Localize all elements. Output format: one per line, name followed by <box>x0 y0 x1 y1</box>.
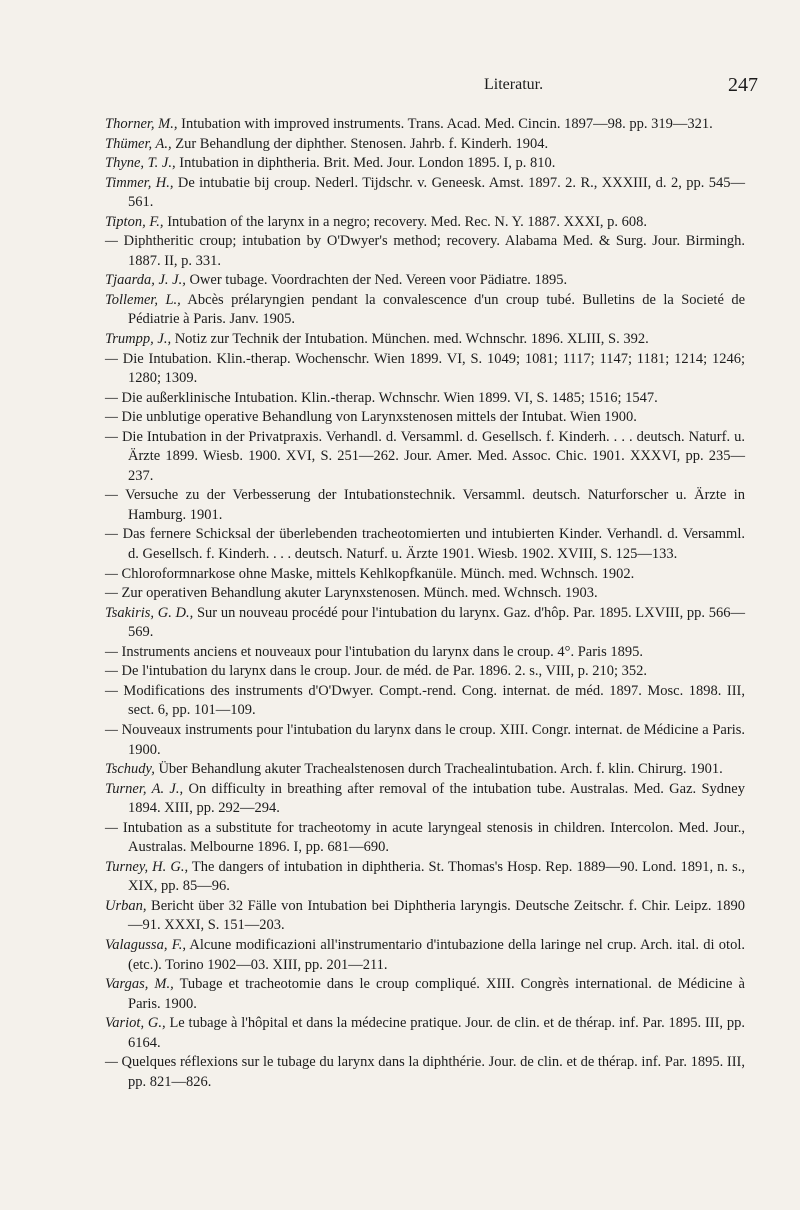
bibliography-entry <box>105 271 745 291</box>
entry-author: — <box>105 643 118 660</box>
entry-text: Das fernere Schicksal der überlebenden tracheotomierten und intubierten Kinder. Verhandl. d. Versamml. d. Gesellsch. f. Kinderh. . . . deutsch. Naturf. u. Ärzte 1901. Wiesb. 1902. XVIII, S. 125—133. <box>117 526 745 563</box>
entry-text: Über Behandlung akuter Trachealstenosen durch Trachealintubation. Arch. f. klin. Chirurg. 1901. <box>154 761 723 778</box>
running-head: Literatur. <box>484 76 544 93</box>
entry-text: Alcune modificazioni all'instrumentario d'intubazione della laringe nel crup. Arch. ital. di otol. (etc.). Torino 1902—03. XIII, pp. 201—211. <box>128 936 745 973</box>
entry-text: Sur un nouveau procédé pour l'intubation du larynx. Gaz. d'hôp. Par. 1895. LXVIII, pp. 566—569. <box>128 604 745 641</box>
entry-author: Turner, A. J., <box>105 780 184 797</box>
bibliography-entry <box>105 428 745 487</box>
entry-author: Tollemer, L., <box>105 291 181 308</box>
bibliography-entry <box>105 584 745 604</box>
page-header <box>0 76 800 98</box>
entry-author: — <box>105 409 118 426</box>
entry-author: Timmer, H., <box>105 174 174 191</box>
bibliography-entry <box>105 643 745 663</box>
entry-text: On difficulty in breathing after removal of the intubation tube. Australas. Med. Gaz. Sydney 1894. XIII, pp. 292—294. <box>128 780 745 817</box>
entry-text: Intubation of the larynx in a negro; recovery. Med. Rec. N. Y. 1887. XXXI, p. 608. <box>163 213 648 230</box>
bibliography-entry <box>105 682 745 721</box>
entry-author: — <box>105 663 118 680</box>
bibliography-entry <box>105 819 745 858</box>
entry-text: Ower tubage. Voordrachten der Ned. Vereen voor Pädiatre. 1895. <box>185 272 568 289</box>
bibliography-entry <box>105 115 745 135</box>
bibliography-entry <box>105 936 745 975</box>
entry-author: — <box>105 565 118 582</box>
entry-text: Tubage et tracheotomie dans le croup compliqué. XIII. Congrès international. de Médicine à Paris. 1900. <box>128 976 745 1012</box>
entry-text: De intubatie bij croup. Nederl. Tijdschr. v. Geneesk. Amst. 1897. 2. R., XXXIII, d. 2, pp. 545—561. <box>128 174 745 211</box>
entry-text: Die unblutige operative Behandlung von Larynxstenosen mittels der Intubat. Wien 1900. <box>117 409 637 426</box>
entry-author: — <box>105 585 118 602</box>
entry-text: Versuche zu der Verbesserung der Intubationstechnik. Versamml. deutsch. Naturforscher u. Ärzte in Hamburg. 1901. <box>117 487 745 523</box>
bibliography-entry <box>105 330 745 350</box>
entry-author: Tsakiris, G. D., <box>105 604 194 621</box>
bibliography-entry <box>105 604 745 643</box>
bibliography-entry <box>105 232 745 271</box>
entry-author: Turney, H. G., <box>105 858 189 875</box>
entry-author: — <box>105 487 118 504</box>
entry-text: Intubation with improved instruments. Trans. Acad. Med. Cincin. 1897—98. pp. 319—321. <box>177 116 713 132</box>
entry-text: Die Intubation in der Privatpraxis. Verhandl. d. Versamml. d. Gesellsch. f. Kinderh. . . . deutsch. Naturf. u. Ärzte 1899. Wiesb. 1900. XVI, S. 251—262. Jour. Amer. Med. Assoc. Chic. 1901. XXXVI, pp. 235—237. <box>117 428 745 484</box>
entry-author: — <box>105 233 118 250</box>
entry-text: Notiz zur Technik der Intubation. München. med. Wchnschr. 1896. XLIII, S. 392. <box>171 331 649 348</box>
entry-text: Die Intubation. Klin.-therap. Wochenschr. Wien 1899. VI, S. 1049; 1081; 1117; 1147; 1181; 1214; 1246; 1280; 1309. <box>117 350 745 387</box>
entry-author: Tipton, F., <box>105 213 164 230</box>
entry-author: Urban, <box>105 897 147 914</box>
bibliography-entry <box>105 897 745 936</box>
entry-text: Intubation as a substitute for tracheotomy in acute laryngeal stenosis in children. Intercolon. Med. Jour., Australas. Melbourne 1896. I, pp. 681—690. <box>117 819 745 856</box>
bibliography-entry <box>105 213 745 233</box>
bibliography-entry <box>105 721 745 760</box>
bibliography-entry <box>105 389 745 409</box>
page-number: 247 <box>728 74 758 96</box>
entry-author: Tschudy, <box>105 761 155 778</box>
entry-author: — <box>105 1054 118 1071</box>
entry-author: Thorner, M., <box>105 116 178 132</box>
entry-text: Instruments anciens et nouveaux pour l'intubation du larynx dans le croup. 4°. Paris 1895. <box>117 643 643 660</box>
bibliography-entry <box>105 135 745 155</box>
bibliography-entry <box>105 565 745 585</box>
entry-author: Variot, G., <box>105 1015 166 1032</box>
entry-text: Modifications des instruments d'O'Dwyer. Compt.-rend. Cong. internat. de méd. 1897. Mosc. 1898. III, sect. 6, pp. 101—109. <box>117 682 745 719</box>
entry-text: Chloroformnarkose ohne Maske, mittels Kehlkopfkanüle. Münch. med. Wchnsch. 1902. <box>117 565 635 582</box>
entry-author: Valagussa, F., <box>105 936 186 953</box>
bibliography-entry <box>105 174 745 213</box>
entry-text: The dangers of intubation in diphtheria. St. Thomas's Hosp. Rep. 1889—90. Lond. 1891, n. s., XIX, pp. 85—96. <box>128 858 746 895</box>
entry-text: Die außerklinische Intubation. Klin.-therap. Wchnschr. Wien 1899. VI, S. 1485; 1516; 1547. <box>117 389 658 406</box>
entry-text: Zur operativen Behandlung akuter Larynxstenosen. Münch. med. Wchnsch. 1903. <box>117 585 598 602</box>
bibliography-entry <box>105 1053 745 1092</box>
entry-text: Bericht über 32 Fälle von Intubation bei Diphtheria laryngis. Deutsche Zeitschr. f. Chir. Leipz. 1890—91. XXXI, S. 151—203. <box>128 897 745 934</box>
entry-author: Thyne, T. J., <box>105 155 176 172</box>
entry-author: — <box>105 682 118 699</box>
entry-author: Thümer, A., <box>105 135 172 152</box>
bibliography-list <box>105 115 745 1092</box>
entry-author: — <box>105 389 118 406</box>
entry-author: — <box>105 350 118 367</box>
bibliography-entry <box>105 858 745 897</box>
entry-author: — <box>105 819 118 836</box>
entry-text: Abcès prélaryngien pendant la convalescence d'un croup tubé. Bulletins de la Societé de Pédiatrie à Paris. Janv. 1905. <box>128 291 746 328</box>
entry-text: Diphtheritic croup; intubation by O'Dwyer's method; recovery. Alabama Med. & Surg. Jour. Birmingh. 1887. II, p. 331. <box>117 233 745 269</box>
entry-author: — <box>105 721 118 738</box>
entry-author: Vargas, M., <box>105 976 174 993</box>
entry-text: Nouveaux instruments pour l'intubation du larynx dans le croup. XIII. Congr. internat. de Médicine a Paris. 1900. <box>117 721 745 758</box>
bibliography-entry <box>105 291 745 330</box>
bibliography-entry <box>105 350 745 389</box>
entry-author: — <box>105 526 118 543</box>
bibliography-entry <box>105 760 745 780</box>
entry-text: Intubation in diphtheria. Brit. Med. Jour. London 1895. I, p. 810. <box>175 155 556 172</box>
entry-text: De l'intubation du larynx dans le croup. Jour. de méd. de Par. 1896. 2. s., VIII, p. 210; 352. <box>117 663 648 680</box>
entry-author: — <box>105 428 118 445</box>
bibliography-entry <box>105 662 745 682</box>
entry-author: Trumpp, J., <box>105 331 172 348</box>
bibliography-entry <box>105 1014 745 1053</box>
entry-text: Quelques réflexions sur le tubage du larynx dans la diphthérie. Jour. de clin. et de thérap. inf. Par. 1895. III, pp. 821—826. <box>117 1054 745 1090</box>
bibliography-entry <box>105 408 745 428</box>
entry-author: Tjaarda, J. J., <box>105 272 186 289</box>
bibliography-entry <box>105 154 745 174</box>
bibliography-entry <box>105 486 745 525</box>
bibliography-entry <box>105 780 745 819</box>
bibliography-entry <box>105 525 745 564</box>
entry-text: Le tubage à l'hôpital et dans la médecine pratique. Jour. de clin. et de thérap. inf. Par. 1895. III, pp. 6164. <box>128 1015 746 1051</box>
bibliography-entry <box>105 975 745 1014</box>
entry-text: Zur Behandlung der diphther. Stenosen. Jahrb. f. Kinderh. 1904. <box>171 135 549 152</box>
